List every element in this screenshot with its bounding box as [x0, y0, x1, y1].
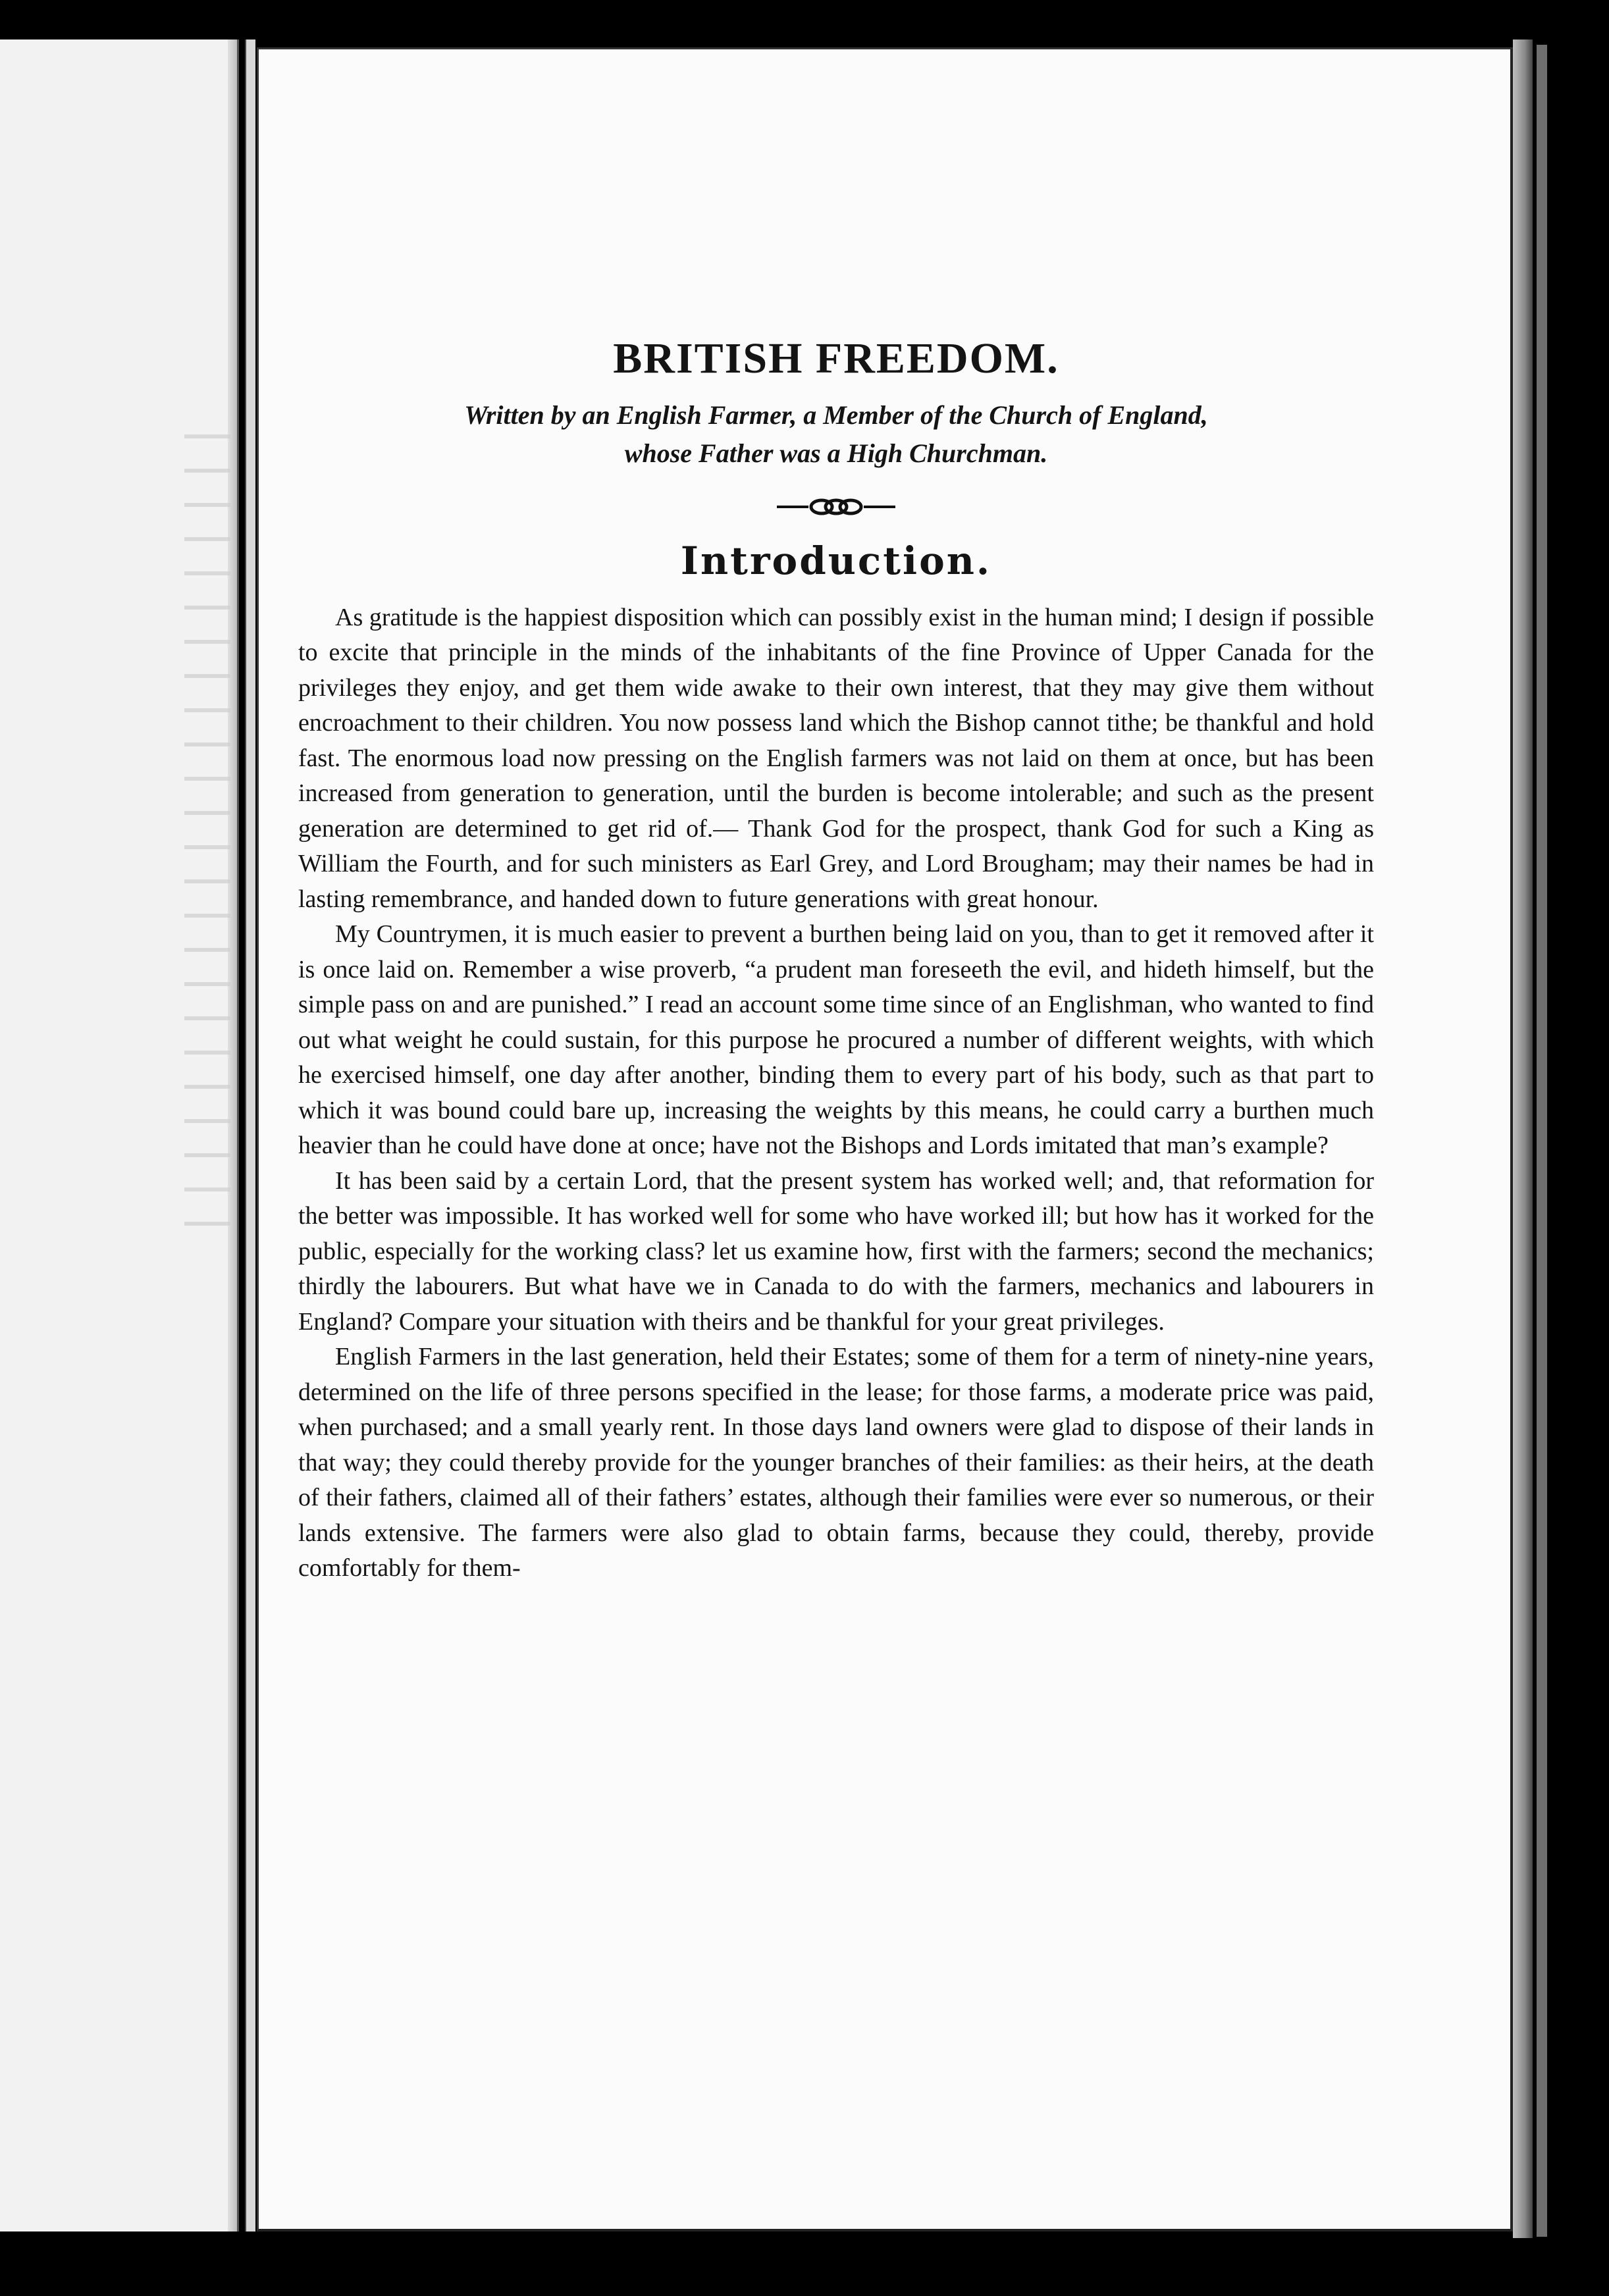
paragraph: As gratitude is the happiest disposition which can possibly exist in the human mind; I design if possible to excite that principle in the minds of the inhabitants of the fine Province of Upper Canada for the privileges they enjoy, and get them wide awake to their own interest, that they may give them without encroachment to their children. You now possess land which the Bishop cannot tithe; be thankful and hold fast. The enormous load now pressing on the English farmers was not laid on them at once, but has been increased from generation to generation, until the burden is become intolerable; and such as the present generation are determined to get rid of.— Thank God for the prospect, thank God for such a King as William the Fourth, and for such ministers as Earl Grey, and Lord Brougham; may their names be had in lasting remembrance, and handed down to future generations with great honour. — [298, 603, 1374, 913]
paragraph: English Farmers in the last generation, held their Estates; some of them for a term of ninety-nine years, determined on the life of three persons specified in the lease; for those farms, a moderate price was paid, when purchased; and a small yearly rent. In those days land owners were glad to dispose of their lands in that way; they could thereby provide for the younger branches of their families: as their heirs, at the death of their fathers, claimed all of their fathers’ estates, although their families were ever so numerous, or their lands extensive. The farmers were also glad to obtain farms, because they could, thereby, provide comfortably for them- — [298, 1343, 1374, 1582]
facing-page-bleed-text — [184, 434, 230, 2080]
page-title: BRITISH FREEDOM. — [613, 334, 1059, 382]
ornament-divider — [770, 495, 902, 519]
section-heading: Introduction. — [680, 538, 992, 584]
paragraph: It has been said by a certain Lord, that the present system has worked well; and, that reformation for the better was impossible. It has worked well for some who have worked ill; but how has it worked for the public, especially for the working class? let us examine how, first with the farmers; second the mechanics; thirdly the labourers. But what have we in Canada to do with the farmers, mechanics and labourers in England? Compare your situation with theirs and be thankful for your great privileges. — [298, 1166, 1374, 1336]
gutter-edge — [245, 39, 255, 2231]
subtitle — [298, 396, 1374, 473]
subtitle-line-1: Written by an English Farmer, a Member of the Church of England, — [464, 400, 1208, 430]
paragraph: My Countrymen, it is much easier to prevent a burthen being laid on you, than to get it removed after it is once laid on. Remember a wise proverb, “a prudent man foreseeth the evil, and hideth himself, but the simple pass on and are punished.” I read an account some time since of an Englishman, who wanted to find out what weight he could sustain, for this purpose he procured a number of different weights, with which he exercised himself, one day after another, binding them to every part of his body, such as that part to which it was bound could bare up, increasing the weights by this means, he could carry a burthen much heavier than he could have done at once; have not the Bishops and Lords imitated that man’s example? — [298, 920, 1374, 1160]
subtitle-line-2: whose Father was a High Churchman. — [624, 438, 1048, 469]
right-page — [257, 47, 1513, 2231]
page-stack-edge — [1513, 39, 1533, 2238]
page-content — [298, 332, 1374, 1586]
left-facing-page — [0, 39, 239, 2231]
page-stack-edge-outer — [1537, 45, 1547, 2237]
